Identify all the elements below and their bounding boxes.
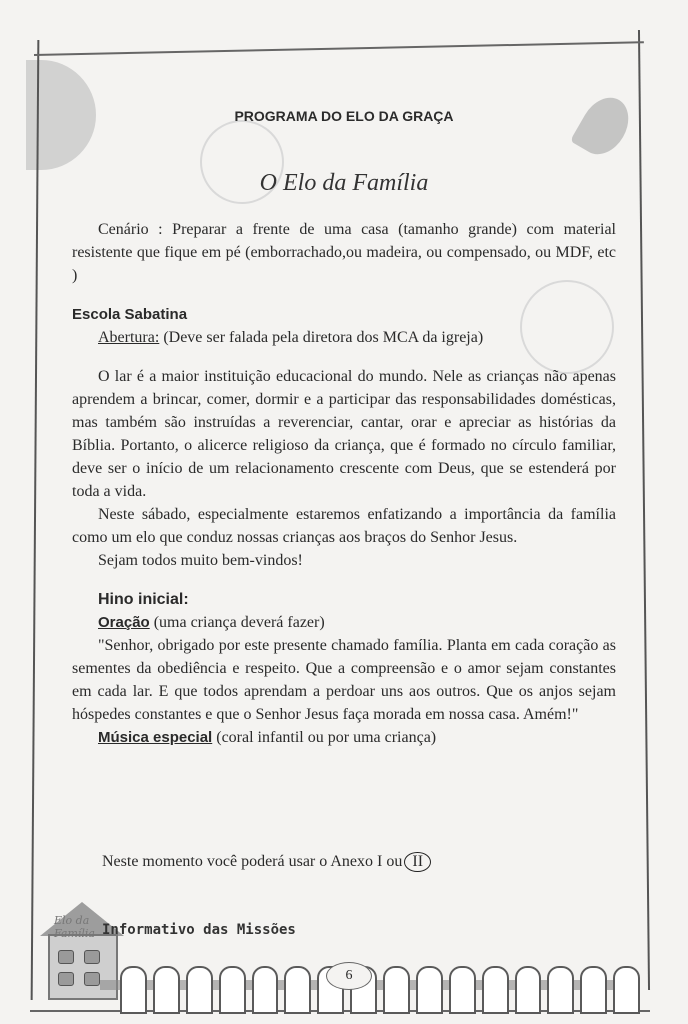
page-title: O Elo da Família [259, 170, 429, 196]
scenario-paragraph: Cenário : Preparar a frente de uma casa (tamanho grande) com material resistente que fique em pé (emborrachado,ou madeira, ou compensado, ou MDF, etc ) [72, 221, 616, 284]
musica-line [72, 726, 616, 749]
annex-text: Neste momento você poderá usar o Anexo I ou [102, 853, 407, 870]
annex-line [102, 852, 431, 872]
abertura-line [72, 326, 616, 349]
page-number: 6 [326, 962, 372, 990]
document-body [72, 218, 616, 749]
abertura-text: (Deve ser falada pela diretora dos MCA da igreja) [159, 329, 484, 346]
leaf-decoration [570, 89, 638, 163]
oracao-text: (uma criança deverá fazer) [149, 614, 325, 631]
musica-text: (coral infantil ou por uma criança) [212, 729, 437, 746]
abertura-label: Abertura: [98, 329, 160, 346]
annex-circled-ii: II [404, 852, 431, 872]
program-header: PROGRAMA DO ELO DA GRAÇA [234, 108, 454, 124]
oracao-line [72, 611, 616, 634]
paragraph-sabado: Neste sábado, especialmente estaremos enfatizando a importância da família como um elo que conduz nossas crianças aos braços do Senhor Jesus. [72, 506, 616, 546]
fence-decoration [120, 966, 640, 1012]
hino-inicial-heading: Hino inicial: [98, 591, 189, 608]
frame-top [34, 41, 644, 56]
section-escola-sabatina: Escola Sabatina [72, 306, 188, 323]
paragraph-lar: O lar é a maior instituição educacional do mundo. Nele as crianças não apenas aprendem a brincar, comer, dormir e a participar das responsabilidades domésticas, mas também são instruídas a reverenciar, cantar, orar e apreciar as histórias da Bíblia. Portanto, o alicerce religioso da criança, que é formado no círculo familiar, deve ser o início de um relacionamento crescente com Deus, que se estenderá por toda a vida. [72, 368, 616, 500]
musica-label: Música especial [98, 729, 213, 746]
missions-heading: Informativo das Missões [102, 922, 296, 938]
paragraph-bem-vindos: Sejam todos muito bem-vindos! [98, 552, 303, 569]
house-logo-text: Elo da Família [54, 914, 95, 940]
oracao-label: Oração [98, 614, 150, 631]
prayer-text: "Senhor, obrigado por este presente chamado família. Planta em cada coração as sementes da obediência e respeito. Que a compreensão e o amor sejam constantes em cada lar. E que todos aprendam a perdoar uns aos outros. Que os anjos sejam hóspedes constantes e que o Senhor Jesus faça morada em nossa casa. Amém!" [72, 637, 616, 723]
